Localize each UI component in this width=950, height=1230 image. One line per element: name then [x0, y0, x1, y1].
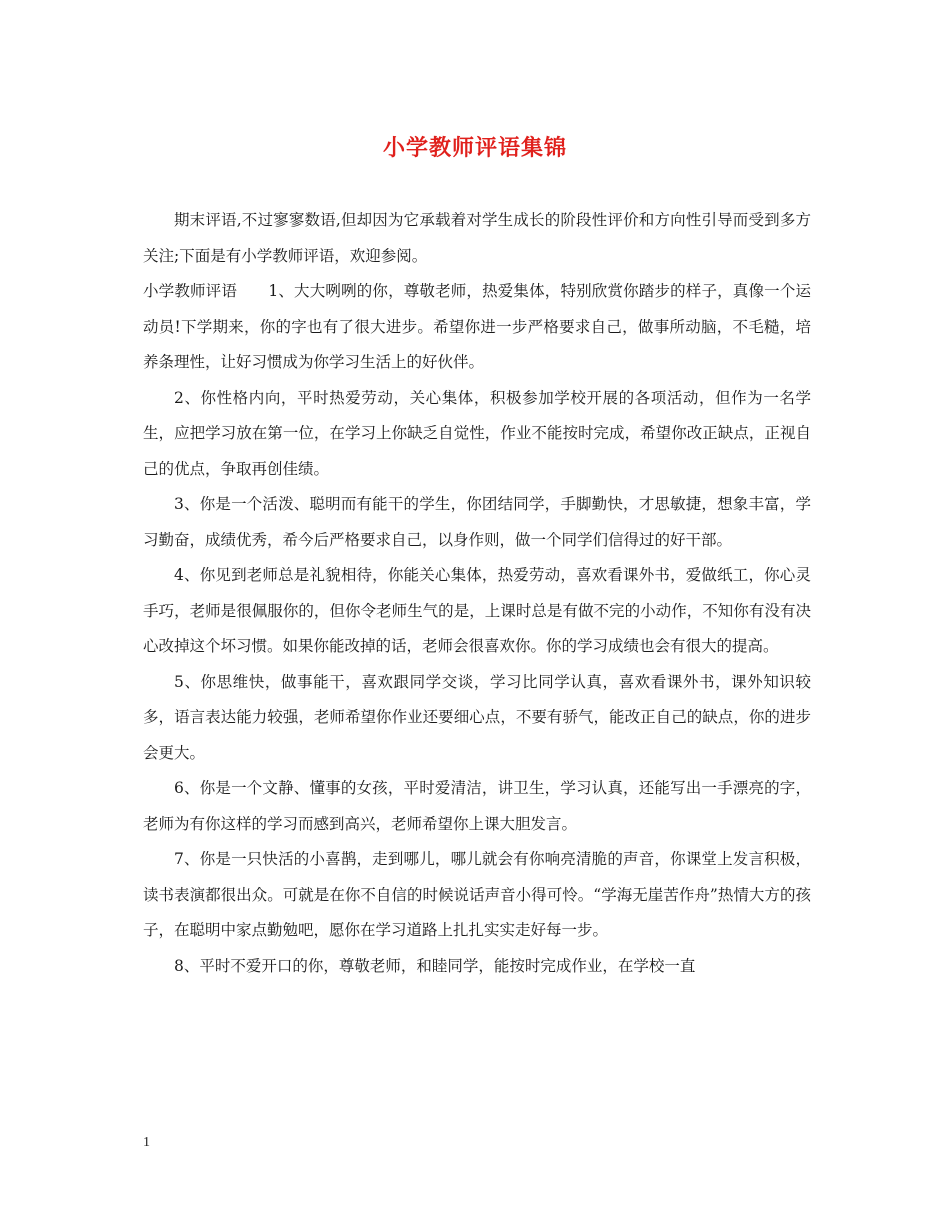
document-body — [143, 203, 811, 984]
paragraph-comment-3: 3、你是一个活泼、聪明而有能干的学生，你团结同学，手脚勤快，才思敏捷，想象丰富，学习勤奋，成绩优秀，希今后严格要求自己，以身作则，做一个同学们信得过的好干部。 — [143, 495, 811, 549]
page-number: 1 — [143, 1135, 150, 1150]
paragraph-comment-1: 小学教师评语 1、大大咧咧的你，尊敬老师，热爱集体，特别欣赏你踏步的样子，真像一个运动员!下学期来，你的字也有了很大进步。希望你进一步严格要求自己，做事所动脑，不毛糙，培养条理性，让好习惯成为你学习生活上的好伙伴。 — [143, 282, 811, 371]
paragraph-comment-4: 4、你见到老师总是礼貌相待，你能关心集体，热爱劳动，喜欢看课外书，爱做纸工，你心灵手巧，老师是很佩服你的，但你令老师生气的是，上课时总是有做不完的小动作，不知你有没有决心改掉这个坏习惯。如果你能改掉的话，老师会很喜欢你。你的学习成绩也会有很大的提高。 — [143, 566, 811, 655]
page-title: 小学教师评语集锦 — [382, 135, 567, 161]
paragraph-comment-5: 5、你思维快，做事能干，喜欢跟同学交谈，学习比同学认真，喜欢看课外书，课外知识较多，语言表达能力较强，老师希望你作业还要细心点，不要有骄气，能改正自己的缺点，你的进步会更大。 — [143, 672, 811, 762]
paragraph-comment-8: 8、平时不爱开口的你，尊敬老师，和睦同学，能按时完成作业，在学校一直 — [174, 956, 696, 975]
paragraph-intro: 期末评语,不过寥寥数语,但却因为它承载着对学生成长的阶段性评价和方向性引导而受到多方关注;下面是有小学教师评语，欢迎参阅。 — [143, 211, 811, 265]
paragraph-comment-7: 7、你是一只快活的小喜鹊，走到哪儿，哪儿就会有你响亮清脆的声音，你课堂上发言积极，读书表演都很出众。可就是在你不自信的时候说话声音小得可怜。“学海无崖苦作舟”热情大方的孩子，在聪明中家点勤勉吧，愿你在学习道路上扎扎实实走好每一步。 — [143, 850, 811, 939]
paragraph-comment-2: 2、你性格内向，平时热爱劳动，关心集体，积极参加学校开展的各项活动，但作为一名学生，应把学习放在第一位，在学习上你缺乏自觉性，作业不能按时完成，希望你改正缺点，正视自己的优点，争取再创佳绩。 — [143, 388, 811, 478]
paragraph-comment-6: 6、你是一个文静、懂事的女孩，平时爱清洁，讲卫生，学习认真，还能写出一手漂亮的字，老师为有你这样的学习而感到高兴，老师希望你上课大胆发言。 — [143, 779, 811, 833]
